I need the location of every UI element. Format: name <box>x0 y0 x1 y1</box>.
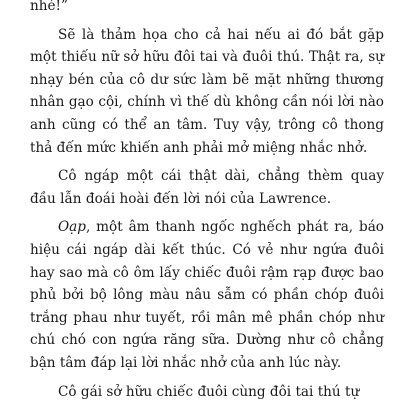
paragraph-continuation: nhé!” <box>30 0 68 14</box>
paragraph: Sẽ là thảm họa cho cả hai nếu ai đó bắt gặp một thiếu nữ sở hữu đôi tai và đuôi thú. Thật ra, sự nhạy bén của cô dư sức làm bẽ mặt những thương nhân gạo cội, chính vì thế dù không cần nói lời nào anh cũng có thể an tâm. Tuy vậy, trông cô thong thả đến mức khiến anh phải mở miệng nhắc nhở. <box>30 26 384 156</box>
paragraph: Cô ngáp một cái thật dài, chẳng thèm quay đầu lẫn đoái hoài đến lời nói của Lawrence. <box>30 168 384 207</box>
body-text <box>30 0 384 400</box>
italic-onomatopoeia: Oạp <box>58 219 86 236</box>
paragraph: Oạp, một âm thanh ngốc nghếch phát ra, báo hiệu cái ngáp dài kết thúc. Có vẻ như ngứa đuôi hay sao mà cô ôm lấy chiếc đuôi rậm rạp được bao phủ bởi bộ lông màu nâu sẫm có phần chóp đuôi trắng phau như tuyết, rồi mân mê phần chóp như chú chó con ngứa răng sữa. Dường như cô chẳng bận tâm đáp lại lời nhắc nhở của anh lúc này. <box>30 219 384 371</box>
paragraph-cut-off: Cô gái sở hữu chiếc đuôi cùng đôi tai thú tự <box>58 383 360 400</box>
